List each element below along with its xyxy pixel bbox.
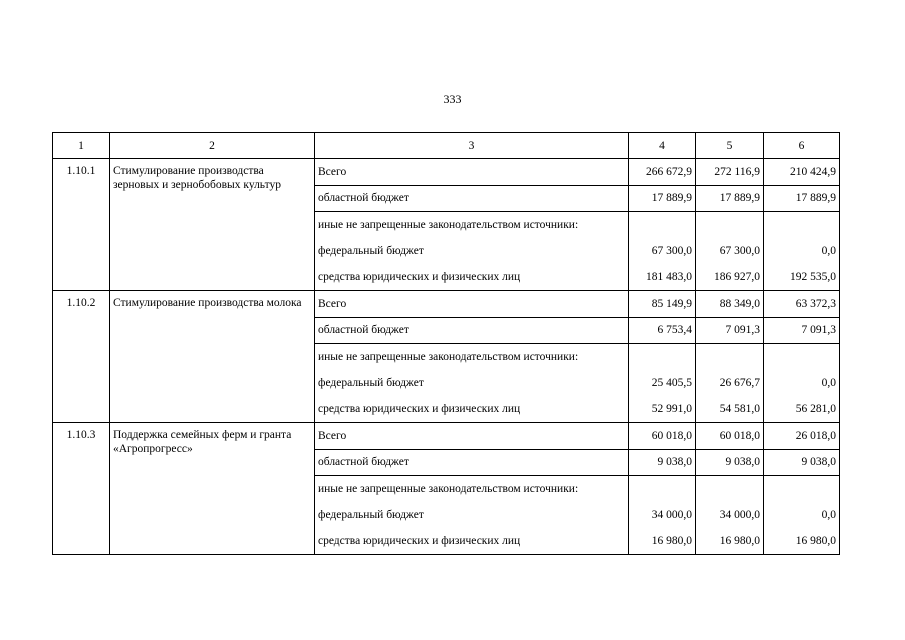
- header-cell-2: 2: [110, 133, 315, 159]
- value-col-6: 0,0: [764, 370, 840, 396]
- table-row: [53, 423, 840, 449]
- value-col-6: [764, 212, 840, 238]
- value-col-5: 186 927,0: [696, 264, 764, 290]
- source-label: Всего: [315, 291, 629, 317]
- value-col-6: 56 281,0: [764, 396, 840, 422]
- source-label: Всего: [315, 423, 629, 449]
- value-col-5: 272 116,9: [696, 159, 764, 185]
- value-col-6: 0,0: [764, 238, 840, 264]
- source-label: федеральный бюджет: [315, 502, 629, 528]
- value-col-4: 85 149,9: [629, 291, 696, 317]
- source-label: федеральный бюджет: [315, 370, 629, 396]
- value-col-5: 9 038,0: [696, 449, 764, 475]
- value-col-4: 9 038,0: [629, 449, 696, 475]
- header-cell-3: 3: [315, 133, 629, 159]
- header-row: [53, 133, 840, 159]
- value-col-5: [696, 476, 764, 502]
- source-label: областной бюджет: [315, 185, 629, 211]
- value-col-4: [629, 344, 696, 370]
- header-cell-1: 1: [53, 133, 110, 159]
- value-col-6: 210 424,9: [764, 159, 840, 185]
- item-name: Стимулирование производства молока: [110, 291, 315, 423]
- value-col-4: 60 018,0: [629, 423, 696, 449]
- header-cell-5: 5: [696, 133, 764, 159]
- value-col-4: [629, 476, 696, 502]
- value-col-4: 6 753,4: [629, 317, 696, 343]
- item-code: 1.10.3: [53, 423, 110, 555]
- source-label: иные не запрещенные законодательством источники:: [315, 476, 629, 502]
- value-col-6: 0,0: [764, 502, 840, 528]
- value-col-6: 16 980,0: [764, 528, 840, 554]
- value-col-5: 16 980,0: [696, 528, 764, 554]
- value-col-6: 7 091,3: [764, 317, 840, 343]
- item-name: Стимулирование производства зерновых и зернобобовых культур: [110, 159, 315, 291]
- value-col-4: 16 980,0: [629, 528, 696, 554]
- value-col-5: 88 349,0: [696, 291, 764, 317]
- source-label: средства юридических и физических лиц: [315, 264, 629, 290]
- source-label: областной бюджет: [315, 317, 629, 343]
- value-col-5: 26 676,7: [696, 370, 764, 396]
- value-col-4: 67 300,0: [629, 238, 696, 264]
- table-row: [53, 159, 840, 185]
- value-col-5: 67 300,0: [696, 238, 764, 264]
- item-name: Поддержка семейных ферм и гранта «Агропрогресс»: [110, 423, 315, 555]
- source-label: областной бюджет: [315, 449, 629, 475]
- value-col-4: 34 000,0: [629, 502, 696, 528]
- value-col-6: 9 038,0: [764, 449, 840, 475]
- value-col-5: 7 091,3: [696, 317, 764, 343]
- value-col-4: 25 405,5: [629, 370, 696, 396]
- value-col-5: 54 581,0: [696, 396, 764, 422]
- table-row: [53, 291, 840, 317]
- value-col-4: 17 889,9: [629, 185, 696, 211]
- value-col-5: 34 000,0: [696, 502, 764, 528]
- source-label: федеральный бюджет: [315, 238, 629, 264]
- source-label: средства юридических и физических лиц: [315, 528, 629, 554]
- value-col-5: 17 889,9: [696, 185, 764, 211]
- value-col-5: 60 018,0: [696, 423, 764, 449]
- item-code: 1.10.2: [53, 291, 110, 423]
- value-col-5: [696, 212, 764, 238]
- value-col-4: 52 991,0: [629, 396, 696, 422]
- table-body: [53, 133, 840, 555]
- source-label: средства юридических и физических лиц: [315, 396, 629, 422]
- value-col-6: 192 535,0: [764, 264, 840, 290]
- value-col-4: 266 672,9: [629, 159, 696, 185]
- value-col-6: [764, 344, 840, 370]
- value-col-6: 26 018,0: [764, 423, 840, 449]
- page-number: 333: [443, 92, 462, 106]
- header-cell-4: 4: [629, 133, 696, 159]
- header-cell-6: 6: [764, 133, 840, 159]
- source-label: иные не запрещенные законодательством источники:: [315, 212, 629, 238]
- value-col-6: 17 889,9: [764, 185, 840, 211]
- budget-table: [52, 132, 840, 555]
- source-label: Всего: [315, 159, 629, 185]
- value-col-6: [764, 476, 840, 502]
- value-col-5: [696, 344, 764, 370]
- value-col-4: [629, 212, 696, 238]
- value-col-4: 181 483,0: [629, 264, 696, 290]
- item-code: 1.10.1: [53, 159, 110, 291]
- value-col-6: 63 372,3: [764, 291, 840, 317]
- source-label: иные не запрещенные законодательством источники:: [315, 344, 629, 370]
